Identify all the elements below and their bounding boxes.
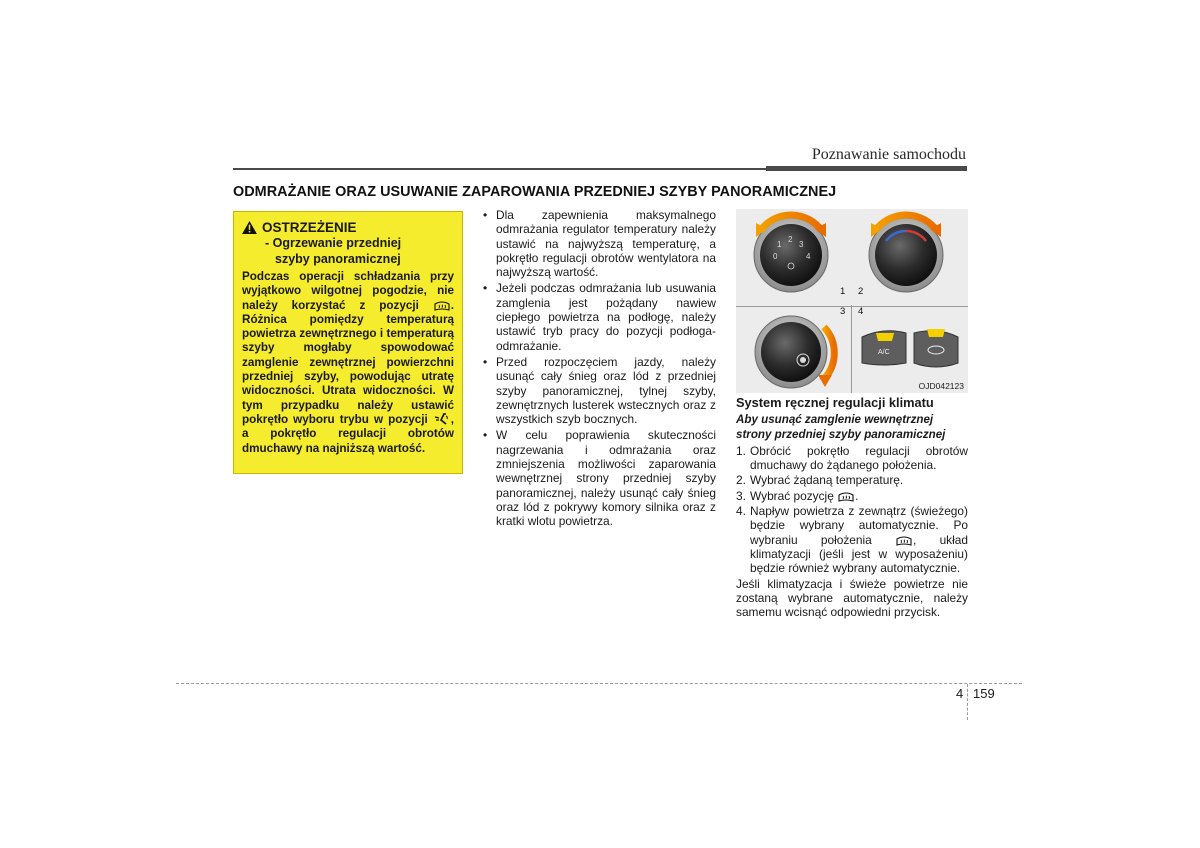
knob-number: 3: [799, 240, 804, 249]
steps-list: [736, 444, 968, 576]
step-text: Obrócić pokrętło regulacji obrotów dmuchawy do żądanego położenia.: [750, 443, 968, 473]
manual-subheading: Aby usunąć zamglenie wewnętrznej strony przedniej szyby panoramicznej: [736, 413, 946, 441]
list-item: • Przed rozpoczęciem jazdy, należy usunąć cały śnieg oraz lód z przedniej szyby panoramicznej, tylnej szyby, zewnętrznych lusterek wstecznych oraz z wszystkich szyb bocznych.: [480, 355, 716, 426]
climate-control-figure: [736, 209, 968, 393]
fan-speed-knob: [754, 215, 828, 292]
list-item: • W celu poprawienia skuteczności nagrzewania i odmrażania oraz zmniejszenia możliwości zaparowania wewnętrznej strony przedniej szyby panoramicznej, należy usunąć cały śnieg oraz lód z pokrywy komory silnika oraz z kratki wlotu powietrza.: [480, 428, 716, 528]
warning-triangle-icon: [242, 221, 257, 234]
step-text: Napływ powietrza z zewnątrz (świeżego) będzie wybrany automatycznie. Po wybraniu położenia: [750, 504, 968, 547]
list-item: [736, 504, 968, 575]
warning-heading: OSTRZEŻENIE: [262, 220, 357, 235]
step-number: 1.: [736, 443, 746, 458]
step-text: Wybrać żądaną temperaturę.: [750, 473, 904, 488]
step-text: , układ klimatyzacji (jeśli jest w wyposażeniu) będzie również wybrany automatycznie.: [750, 532, 968, 576]
header-rule-accent: [766, 166, 967, 171]
step-text: Wybrać pozycję: [750, 488, 834, 503]
footer-rule: [176, 683, 1022, 684]
figure-divider: [851, 305, 852, 393]
list-item: [736, 444, 968, 473]
warning-box: [233, 211, 463, 474]
knob-number: 2: [788, 235, 793, 244]
knob-number: 4: [806, 252, 811, 261]
chapter-number: 4: [956, 686, 964, 701]
warning-heading-row: [242, 220, 454, 235]
figure-label: 1: [840, 286, 846, 297]
section-title: ODMRAŻANIE ORAZ USUWANIE ZAPAROWANIA PRZEDNIEJ SZYBY PANORAMICZNEJ: [233, 184, 837, 200]
mode-knob: [755, 316, 834, 388]
temperature-knob: [869, 215, 943, 292]
footer-divider: [967, 684, 968, 720]
list-item: [736, 473, 968, 487]
figure-drawing: [736, 209, 968, 393]
tips-column: [480, 208, 716, 531]
figure-code: OJD042123: [918, 381, 964, 391]
step-number: 3.: [736, 488, 746, 503]
floor-defrost-icon: [434, 413, 450, 426]
manual-climate-section: [736, 396, 968, 619]
warning-subtitle-1: - Ogrzewanie przedniej: [265, 236, 402, 250]
defrost-icon: [434, 300, 450, 312]
running-header: Poznawanie samochodu: [811, 146, 966, 163]
list-item: • Jeżeli podczas odmrażania lub usuwania zamglenia jest pożądany nawiew ciepłego powietrza na podłogę, należy ustawić tryb pracy do pozycji podłoga-odmrażanie.: [480, 281, 716, 352]
manual-heading: System ręcznej regulacji klimatu: [736, 395, 934, 410]
figure-label: 2: [858, 286, 864, 297]
list-item: [736, 489, 968, 503]
warning-body-part-3: , a pokrętło regulacji obrotów dmuchawy na najniższą wartość.: [242, 412, 455, 455]
knob-number: 0: [773, 252, 778, 261]
step-text-wrap: [750, 504, 968, 575]
tips-list: [480, 208, 716, 529]
figure-divider: [736, 306, 968, 307]
warning-body: [242, 270, 454, 456]
knob-number: 1: [777, 240, 782, 249]
defrost-icon: [838, 491, 854, 503]
list-item: • Dla zapewnienia maksymalnego odmrażania regulator temperatury należy ustawić na najwyższą temperaturę, a pokrętło regulacji obrotów wentylatora na najwyższą wartość.: [480, 208, 716, 279]
ac-button: [862, 331, 906, 365]
defrost-icon: [896, 535, 912, 547]
step-text-wrap: Wybrać pozycję .: [750, 488, 859, 503]
recirculation-button: [914, 329, 958, 367]
manual-note: Jeśli klimatyzacja i świeże powietrze nie zostaną wybrane automatycznie, należy samemu wcisnąć odpowiedni przycisk.: [736, 576, 968, 620]
warning-body-part-1: Podczas operacji schładzania przy wyjątkowo wilgotnej pogodzie, nie należy korzystać z pozycji: [242, 270, 454, 312]
warning-body-part-2: . Różnica pomiędzy temperaturą powietrza zewnętrznego i temperaturą szyby mogłaby spowodować zamglenie zewnętrznej powierzchni przedniej szyby, powodując utratę widoczności. Utrata widoczności. W tym przypadku należy ustawić pokrętło wyboru trybu w pozycji: [242, 298, 455, 426]
ac-label: A/C: [878, 349, 890, 356]
figure-label: 4: [858, 306, 864, 317]
page-number: 159: [973, 686, 995, 701]
step-number: 4.: [736, 504, 746, 519]
warning-subtitle-2: szyby panoramicznej: [275, 251, 401, 266]
figure-label: 3: [840, 306, 846, 317]
step-number: 2.: [736, 473, 746, 488]
